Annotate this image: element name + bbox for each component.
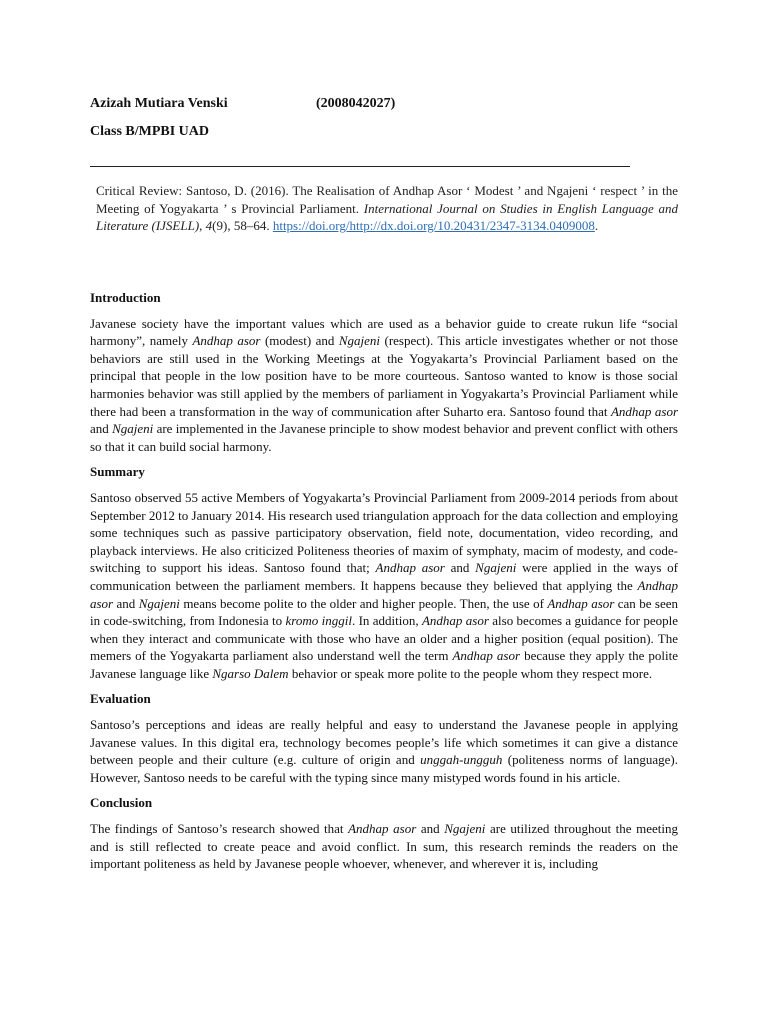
- doi-link[interactable]: https://doi.org/http://dx.doi.org/10.20431/2347-3134.0409008: [272, 218, 595, 234]
- italic-term: Andhap asor: [452, 648, 521, 664]
- evaluation-paragraph: [90, 716, 678, 786]
- italic-term: Ngajeni: [338, 333, 381, 349]
- document-body: [90, 289, 678, 881]
- italic-term: Andhap asor: [421, 613, 489, 629]
- italic-term: kromo inggil: [285, 613, 352, 629]
- italic-term: unggah-ungguh: [420, 752, 503, 768]
- evaluation-heading: Evaluation: [90, 691, 151, 707]
- italic-term: Andhap asor: [547, 595, 615, 611]
- text-run: Santoso observed 55 active Members of Yogyakarta’s Provincial Parliament from 2009-2014 periods from about September 2012 to January 2014. His research used triangulation approach for the data collection and employing some techniques such as passive participatory observation, field note, documentation, video recording, and playback interviews. He also criticized Politeness theories of maxim of symphaty, macim of modesty, and code-switching to support his ideas. Santoso found that;: [90, 489, 678, 576]
- italic-term: Andhap asor: [90, 577, 678, 611]
- text-run: (respect). This article investigates whether or not those behaviors are still used in the Working Meetings at the Yogyakarta’s Provincial Parliament based on the principal that people in the low position have to be more courteous. Santoso wanted to know is those social harmonies behavior was still applied by the members of parliament in Yogyakarta’s Provincial Parliament while there had been a transformation in the way of communication after Suharto era. Santoso found that: [90, 333, 678, 419]
- italic-term: Andhap asor: [348, 821, 417, 837]
- citation-end: .: [594, 218, 599, 234]
- italic-term: Ngajeni: [444, 821, 486, 837]
- author-line: [90, 96, 396, 112]
- text-run: (politeness norms of language). However, Santoso needs to be careful with the typing since many mistyped words found in his article.: [90, 752, 679, 785]
- text-run: also becomes a guidance for people when they interact and communicate with those who have an older and a higher position (equal position). The memers of the Yogyakarta parliament also understand well the term: [90, 613, 678, 664]
- italic-term: Ngarso Dalem: [212, 665, 289, 681]
- conclusion-heading: Conclusion: [90, 795, 153, 811]
- intro-heading: Introduction: [90, 290, 161, 305]
- text-run: The findings of Santoso’s research showed that: [90, 821, 349, 837]
- text-run: can be seen in code-switching, from Indonesia to: [90, 595, 678, 629]
- italic-term: Ngajeni: [475, 560, 517, 576]
- intro-paragraph: [90, 315, 678, 456]
- author-name: Azizah Mutiara Venski: [90, 96, 228, 111]
- text-run: and: [90, 421, 113, 437]
- text-run: were applied in the ways of communication between the parliament members. It happens because they believed that applying the: [90, 560, 678, 593]
- citation-volume: 4: [205, 218, 213, 234]
- italic-term: Ngajeni: [112, 421, 154, 437]
- text-run: Santoso’s perceptions and ideas are really helpful and easy to understand the Javanese people in applying Javanese values. In this digital era, technology becomes people’s life which sometimes it can give a distance between people and their culture (e.g. culture of origin and: [90, 717, 678, 768]
- text-run: and: [113, 595, 139, 611]
- citation-journal: International Journal on Studies in English Language and Literature (IJSELL): [96, 200, 678, 234]
- citation-pages: , 58–64.: [227, 218, 273, 234]
- italic-term: Andhap asor: [610, 403, 679, 419]
- text-run: means become polite to the older and higher people. Then, the use of: [179, 595, 548, 611]
- citation-block: [96, 182, 678, 235]
- summary-heading: Summary: [90, 464, 145, 480]
- italic-term: Andhap asor: [375, 560, 445, 576]
- conclusion-paragraph: [90, 820, 678, 873]
- text-run: are implemented in the Javanese principle to show modest behavior and prevent conflict with others so that it can build social harmony.: [90, 421, 678, 454]
- text-run: behavior or speak more polite to the people whom they respect more.: [288, 665, 653, 681]
- text-run: Javanese society have the important values which are used as a behavior guide to create rukun life “social harmony”, namely: [90, 315, 678, 349]
- text-run: . In addition,: [351, 613, 422, 629]
- text-run: because they apply the polite Javanese language like: [90, 648, 679, 681]
- citation-issue: (9): [212, 218, 228, 234]
- header-divider: [90, 166, 630, 167]
- summary-paragraph: [90, 489, 678, 683]
- student-id: (2008042027): [316, 96, 396, 111]
- text-run: are utilized throughout the meeting and is still reflected to create peace and avoid conflict. In sum, this research reminds the readers on the important politeness as held by Javanese people whoever, whenever, and wherever it is, including: [90, 821, 678, 872]
- italic-term: Ngajeni: [138, 595, 180, 611]
- citation-text: Critical Review: Santoso, D. (2016). The Realisation of Andhap Asor ‘ Modest ’ and Ngajeni ‘ respect ’ in the Meeting of Yogyakarta ’ s Provincial Parliament.: [96, 183, 678, 216]
- text-run: and: [444, 560, 476, 576]
- italic-term: Andhap asor: [192, 333, 261, 349]
- citation-separator: ,: [199, 218, 206, 234]
- class-line: Class B/MPBI UAD: [90, 124, 210, 139]
- text-run: and: [416, 821, 445, 837]
- text-run: (modest) and: [260, 333, 339, 349]
